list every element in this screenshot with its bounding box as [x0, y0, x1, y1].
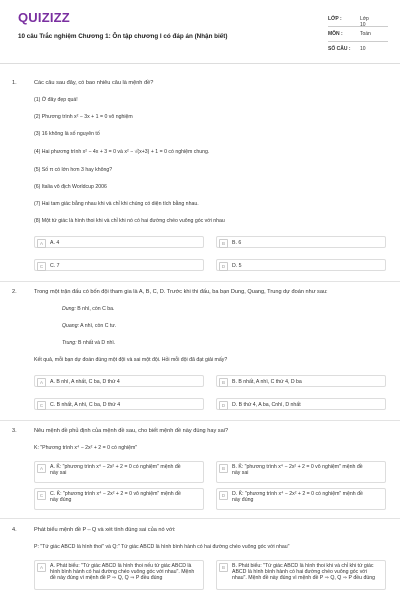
question-number: 1.: [12, 80, 17, 86]
option-text: C. B nhất, A nhì, C ba, D thứ 4: [50, 402, 121, 408]
option-text: B. 6: [232, 240, 242, 246]
statement: (8) Một tứ giác là hình thoi khi và chỉ khi nó có hai đường chéo vuông góc với nhau: [34, 218, 225, 224]
option-text: D. 5: [232, 263, 242, 269]
divider: [328, 41, 388, 42]
question-number: 2.: [12, 289, 17, 295]
option-text: A. B nhì, A nhất, C ba, D thứ 4: [50, 379, 120, 385]
header: [0, 0, 400, 60]
option-c[interactable]: [34, 488, 204, 510]
meta-count-value: 10: [360, 46, 366, 52]
prediction-name: Dung:: [62, 306, 76, 312]
statement: (1) Ở đây đẹp quá!: [34, 97, 78, 103]
meta-subject: [328, 31, 371, 37]
statement: (2) Phương trình x² − 3x + 1 = 0 vô nghiệm: [34, 114, 133, 120]
option-text: B. Phát biểu: "Tứ giác ABCD là hình thoi khi và chỉ khi tứ giác ABCD là hình bình hành có hai đường chéo vuông góc với nhau". Mệnh đề này đúng vì mệnh đề P ⇒ Q, Q ⇒ P đều đúng: [232, 563, 376, 581]
option-text: A. K̄: "phương trình x⁴ − 2x² + 2 = 0 có nghiệm" mệnh đề này sai: [50, 464, 181, 476]
option-text: C. K̄: "phương trình x⁴ − 2x² + 2 = 0 vô nghiệm" mệnh đề này đúng: [50, 491, 181, 503]
option-text: D. K̄: "phương trình x⁴ − 2x² + 2 = 0 có nghiệm" mệnh đề này đúng: [232, 491, 363, 503]
meta-subject-value: Toán: [360, 31, 371, 37]
option-b[interactable]: [216, 375, 386, 387]
option-a[interactable]: [34, 375, 204, 387]
option-a[interactable]: [34, 236, 204, 248]
option-text: A. 4: [50, 240, 60, 246]
option-a[interactable]: [34, 461, 204, 483]
meta-class: [328, 16, 369, 28]
option-b[interactable]: [216, 461, 386, 483]
option-letter: A: [37, 464, 46, 473]
prediction: [62, 340, 115, 347]
option-text: B. K̄: "phương trình x⁴ − 2x² + 2 = 0 vô nghiệm" mệnh đề này sai: [232, 464, 363, 476]
meta-class-value: Lớp 10: [360, 16, 369, 28]
option-d[interactable]: [216, 398, 386, 410]
divider: [0, 518, 400, 519]
option-letter: D: [219, 262, 228, 271]
divider: [0, 420, 400, 421]
header-divider: [0, 63, 400, 64]
prediction-text: B nhì, còn C ba.: [75, 306, 115, 312]
question-number: 3.: [12, 428, 17, 434]
option-text: B. B nhất, A nhì, C thứ 4, D ba: [232, 379, 302, 385]
question-text: Phát biểu mệnh đề P⇔Q và xét tính đúng sai của nó với:: [34, 527, 176, 533]
followup-text: Kết quả, mỗi bạn dự đoán đúng một đội và sai một đội. Hỏi mỗi đội đã đạt giải mấy?: [34, 357, 228, 363]
statement: (4) Hai phương trình x² − 4x + 3 = 0 và x² − √(x+3) + 1 = 0 có nghiệm chung.: [34, 149, 210, 155]
option-text: D. B thứ 4, A ba, Cnhì, D nhất: [232, 402, 301, 408]
option-letter: B: [219, 563, 228, 572]
option-letter: C: [37, 401, 46, 410]
statement: K: "Phương trình x⁴ − 2x² + 2 = 0 có nghiệm": [34, 445, 138, 451]
option-b[interactable]: [216, 560, 386, 590]
option-letter: D: [219, 401, 228, 410]
question-text: Trong một trận đấu có bốn đội tham gia là A, B, C, D. Trước khi thi đấu, ba bạn Dung, Quang, Trung dự đoán như sau:: [34, 289, 328, 295]
statement: (7) Hai tam giác bằng nhau khi và chỉ khi chúng có diện tích bằng nhau.: [34, 201, 199, 207]
meta-count: [328, 46, 366, 52]
option-letter: A: [37, 563, 46, 572]
option-d[interactable]: [216, 488, 386, 510]
option-c[interactable]: [34, 398, 204, 410]
option-letter: A: [37, 378, 46, 387]
option-text: C. 7: [50, 263, 60, 269]
prediction-text: A nhì, còn C tư.: [79, 323, 117, 329]
statement: (5) Số π có lớn hơn 3 hay không?: [34, 167, 113, 173]
option-letter: B: [219, 464, 228, 473]
option-letter: C: [37, 262, 46, 271]
statement: P: "Tứ giác ABCD là hình thoi" và Q:" Tứ giác ABCD là hình bình hành có hai đường chéo vuông góc với nhau": [34, 544, 290, 550]
option-text: A. Phát biểu: "Tứ giác ABCD là hình thoi nếu tứ giác ABCD là hình bình hành có hai đường chéo vuông góc với nhau". Mệnh đề này đúng vì mệnh đề P ⇒ Q, Q ⇒ P đều đúng: [50, 563, 195, 581]
divider: [328, 26, 388, 27]
option-letter: D: [219, 491, 228, 500]
option-letter: B: [219, 239, 228, 248]
prediction-name: Trung:: [62, 340, 77, 346]
option-b[interactable]: [216, 236, 386, 248]
meta-class-label: LỚP :: [328, 16, 342, 22]
prediction: [62, 323, 116, 330]
option-d[interactable]: [216, 259, 386, 271]
statement: (6) Italia vô địch Worldcup 2006: [34, 184, 107, 190]
option-letter: A: [37, 239, 46, 248]
prediction-name: Quang:: [62, 323, 80, 329]
prediction: [62, 306, 114, 313]
page-title: 10 câu Trắc nghiệm Chương 1: Ôn tập chương I có đáp án (Nhận biết): [18, 33, 228, 40]
option-a[interactable]: [34, 560, 204, 590]
divider: [0, 281, 400, 282]
question-number: 4.: [12, 527, 17, 533]
prediction-text: B nhất và D nhì.: [76, 340, 116, 346]
quizizz-logo: QUIZIZZ: [18, 10, 70, 25]
statement: (3) 16 không là số nguyên tố: [34, 131, 100, 137]
question-text: Nêu mệnh đề phủ định của mệnh đề sau, cho biết mệnh đề này đúng hay sai?: [34, 428, 229, 434]
option-letter: C: [37, 491, 46, 500]
option-letter: B: [219, 378, 228, 387]
option-c[interactable]: [34, 259, 204, 271]
question-text: Các câu sau đây, có bao nhiêu câu là mệnh đề?: [34, 80, 154, 86]
meta-count-label: SỐ CÂU :: [328, 46, 351, 52]
meta-subject-label: MÔN :: [328, 31, 343, 37]
